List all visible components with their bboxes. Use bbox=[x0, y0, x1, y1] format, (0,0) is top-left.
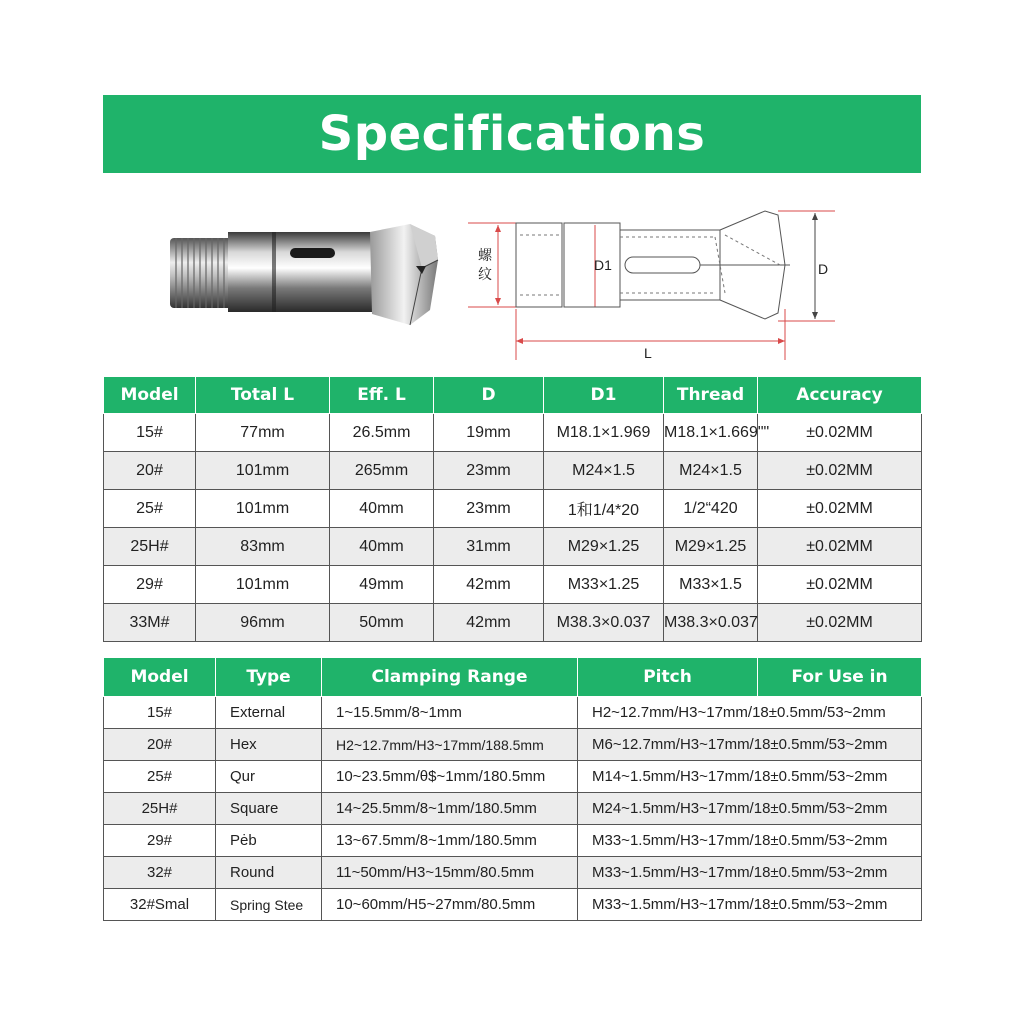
table-cell: ±0.02MM bbox=[758, 414, 922, 452]
table-header-row bbox=[104, 658, 922, 697]
table-cell: 10~60mm/H5~27mm/80.5mm bbox=[322, 889, 578, 921]
table-cell: M29×1.25 bbox=[664, 528, 758, 566]
table-row bbox=[104, 452, 922, 490]
table-cell: 96mm bbox=[196, 604, 330, 642]
table-cell: 101mm bbox=[196, 452, 330, 490]
table-cell: 19mm bbox=[434, 414, 544, 452]
table-cell: M24×1.5 bbox=[664, 452, 758, 490]
table-cell: External bbox=[216, 697, 322, 729]
table-cell: Spring Stee bbox=[216, 889, 322, 921]
table-cell: ±0.02MM bbox=[758, 604, 922, 642]
table-cell: 40mm bbox=[330, 528, 434, 566]
table-cell: ±0.02MM bbox=[758, 490, 922, 528]
title-banner bbox=[103, 95, 921, 173]
table-cell: M24×1.5 bbox=[544, 452, 664, 490]
table-cell: 32#Smal bbox=[104, 889, 216, 921]
page-title: Specifications bbox=[318, 106, 706, 162]
table-header-row bbox=[104, 377, 922, 414]
table-cell: H2~12.7mm/H3~17mm/18±0.5mm/53~2mm bbox=[578, 697, 922, 729]
table-cell: 42mm bbox=[434, 604, 544, 642]
table-cell: 29# bbox=[104, 566, 196, 604]
table-row bbox=[104, 490, 922, 528]
col-header-clamping-range: Clamping Range bbox=[322, 658, 578, 697]
table-cell: M33~1.5mm/H3~17mm/18±0.5mm/53~2mm bbox=[578, 825, 922, 857]
table-cell: 23mm bbox=[434, 452, 544, 490]
table-cell: ±0.02MM bbox=[758, 528, 922, 566]
table-cell: 31mm bbox=[434, 528, 544, 566]
table-cell: 10~23.5mm/θ$~1mm/180.5mm bbox=[322, 761, 578, 793]
table-cell: 50mm bbox=[330, 604, 434, 642]
table-row bbox=[104, 414, 922, 452]
table-cell: 23mm bbox=[434, 490, 544, 528]
thread-label-top: 螺 bbox=[478, 247, 492, 263]
table-row bbox=[104, 566, 922, 604]
table-cell: M38.3×0.037 bbox=[664, 604, 758, 642]
collet-drawing bbox=[460, 205, 850, 365]
table-cell: M18.1×1.969 bbox=[544, 414, 664, 452]
table-cell: Square bbox=[216, 793, 322, 825]
table-cell: ±0.02MM bbox=[758, 452, 922, 490]
table-cell: 11~50mm/H3~15mm/80.5mm bbox=[322, 857, 578, 889]
table-cell: 26.5mm bbox=[330, 414, 434, 452]
table-cell: M6~12.7mm/H3~17mm/18±0.5mm/53~2mm bbox=[578, 729, 922, 761]
table-row bbox=[104, 825, 922, 857]
table-cell: 15# bbox=[104, 697, 216, 729]
table-row bbox=[104, 889, 922, 921]
table-cell: 25# bbox=[104, 490, 196, 528]
col-header-model: Model bbox=[104, 377, 196, 414]
table-cell: 1~15.5mm/8~1mm bbox=[322, 697, 578, 729]
table-cell: 20# bbox=[104, 729, 216, 761]
table-cell: H2~12.7mm/H3~17mm/188.5mm bbox=[322, 729, 578, 761]
table-row bbox=[104, 761, 922, 793]
table-cell: 25H# bbox=[104, 528, 196, 566]
table-row bbox=[104, 793, 922, 825]
table-cell: Hex bbox=[216, 729, 322, 761]
table-cell: M18.1×1.669"" bbox=[664, 414, 758, 452]
table-cell: 29# bbox=[104, 825, 216, 857]
table-cell: 40mm bbox=[330, 490, 434, 528]
table-row bbox=[104, 857, 922, 889]
col-header-d: D bbox=[434, 377, 544, 414]
table-cell: Qur bbox=[216, 761, 322, 793]
col-header-pitch: Pitch bbox=[578, 658, 758, 697]
clamping-table bbox=[103, 657, 922, 921]
table-cell: ±0.02MM bbox=[758, 566, 922, 604]
table-cell: 14~25.5mm/8~1mm/180.5mm bbox=[322, 793, 578, 825]
table-cell: 42mm bbox=[434, 566, 544, 604]
col-header-accuracy: Accuracy bbox=[758, 377, 922, 414]
table-cell: 13~67.5mm/8~1mm/180.5mm bbox=[322, 825, 578, 857]
table-cell: 15# bbox=[104, 414, 196, 452]
table-cell: M24~1.5mm/H3~17mm/18±0.5mm/53~2mm bbox=[578, 793, 922, 825]
table-cell: M38.3×0.037 bbox=[544, 604, 664, 642]
collet-photo bbox=[160, 210, 440, 335]
col-header-total-l: Total L bbox=[196, 377, 330, 414]
table-cell: 33M# bbox=[104, 604, 196, 642]
table-cell: M29×1.25 bbox=[544, 528, 664, 566]
d1-label: D1 bbox=[594, 257, 612, 273]
table-cell: M33×1.25 bbox=[544, 566, 664, 604]
table-cell: 77mm bbox=[196, 414, 330, 452]
dimension-table bbox=[103, 376, 922, 642]
table-cell: Round bbox=[216, 857, 322, 889]
d-label: D bbox=[818, 261, 829, 277]
table-cell: 1/2“420 bbox=[664, 490, 758, 528]
col-header-model: Model bbox=[104, 658, 216, 697]
thread-label-bottom: 纹 bbox=[478, 266, 492, 282]
table-cell: 101mm bbox=[196, 490, 330, 528]
table-cell: M14~1.5mm/H3~17mm/18±0.5mm/53~2mm bbox=[578, 761, 922, 793]
table-cell: M33×1.5 bbox=[664, 566, 758, 604]
table-cell: 32# bbox=[104, 857, 216, 889]
table-cell: 1和1/4*20 bbox=[544, 490, 664, 528]
table-cell: 25H# bbox=[104, 793, 216, 825]
col-header-thread: Thread bbox=[664, 377, 758, 414]
col-header-d1: D1 bbox=[544, 377, 664, 414]
table-cell: Pėb bbox=[216, 825, 322, 857]
table-row bbox=[104, 604, 922, 642]
table-row bbox=[104, 528, 922, 566]
table-cell: 49mm bbox=[330, 566, 434, 604]
length-label: L bbox=[644, 345, 652, 361]
table-cell: 265mm bbox=[330, 452, 434, 490]
table-cell: 101mm bbox=[196, 566, 330, 604]
col-header-for-use-in: For Use in bbox=[758, 658, 922, 697]
col-header-type: Type bbox=[216, 658, 322, 697]
table-cell: 20# bbox=[104, 452, 196, 490]
table-cell: 25# bbox=[104, 761, 216, 793]
col-header-eff-l: Eff. L bbox=[330, 377, 434, 414]
table-row bbox=[104, 697, 922, 729]
table-cell: M33~1.5mm/H3~17mm/18±0.5mm/53~2mm bbox=[578, 857, 922, 889]
table-cell: M33~1.5mm/H3~17mm/18±0.5mm/53~2mm bbox=[578, 889, 922, 921]
table-cell: 83mm bbox=[196, 528, 330, 566]
table-row bbox=[104, 729, 922, 761]
